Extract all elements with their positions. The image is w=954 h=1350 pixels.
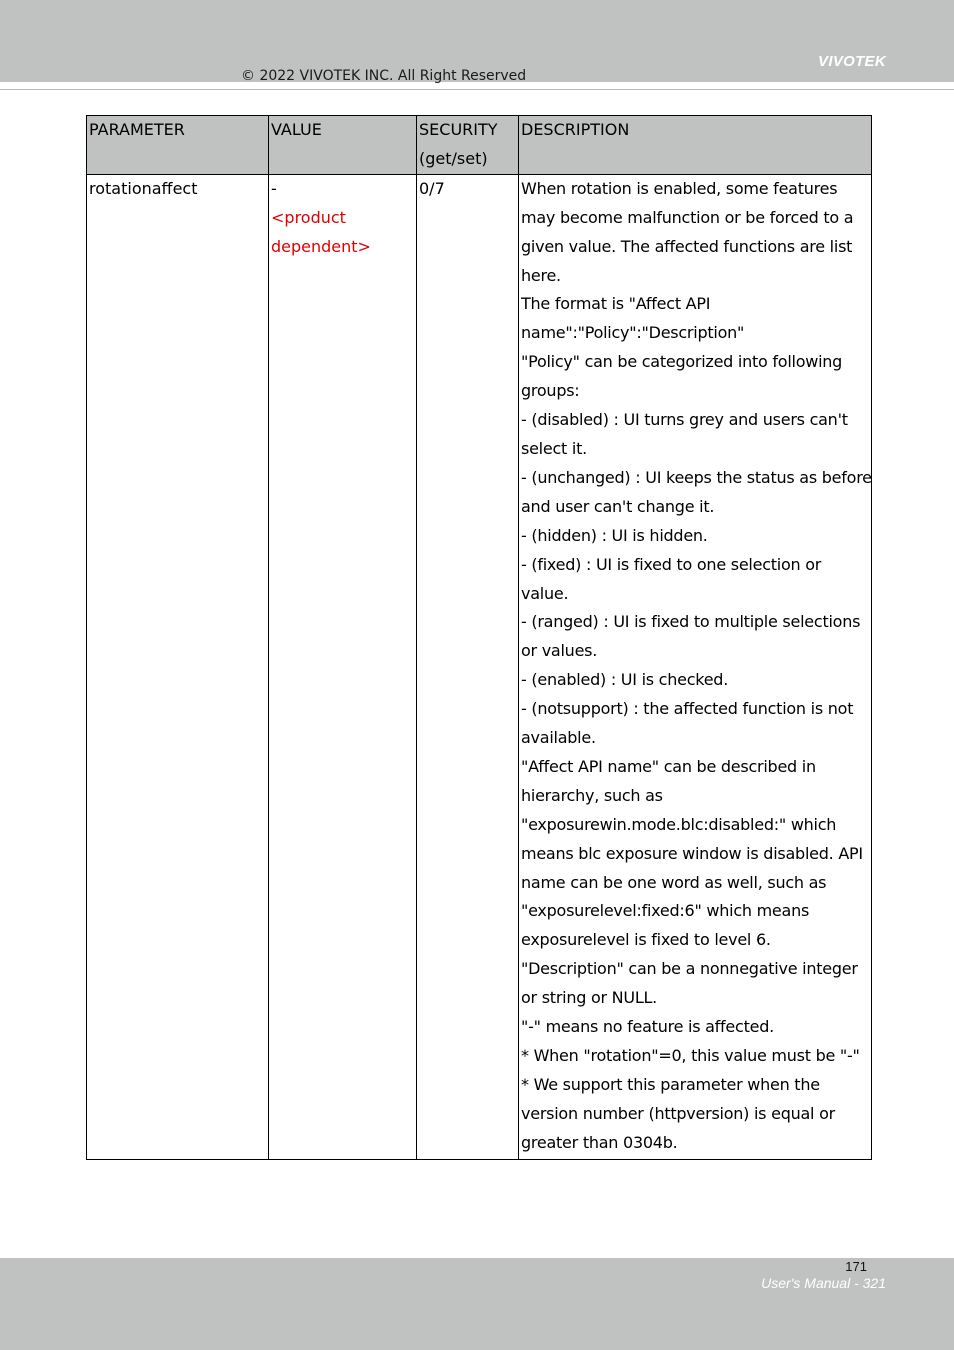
copyright-notice: © 2022 VIVOTEK INC. All Right Reserved bbox=[241, 68, 527, 84]
description-line: "exposurelevel:fixed:6" which means bbox=[521, 901, 810, 921]
brand-logo: VIVOTEK bbox=[818, 53, 886, 70]
description-line: name can be one word as well, such as bbox=[521, 872, 827, 892]
description-line: groups: bbox=[521, 381, 580, 401]
description-line: "-" means no feature is affected. bbox=[521, 1017, 774, 1037]
security-cell: 0/7 bbox=[417, 174, 519, 1159]
description-line: or values. bbox=[521, 641, 598, 661]
value-cell bbox=[269, 174, 417, 1159]
description-line: When rotation is enabled, some features bbox=[521, 178, 838, 198]
description-line: The format is "Affect API bbox=[521, 294, 711, 314]
description-line: or string or NULL. bbox=[521, 988, 658, 1008]
description-cell bbox=[519, 174, 872, 1159]
manual-page-label: User's Manual - 321 bbox=[761, 1275, 886, 1291]
description-line: - (ranged) : UI is fixed to multiple selections bbox=[521, 612, 861, 632]
description-line: name":"Policy":"Description" bbox=[521, 323, 745, 343]
description-line: "exposurewin.mode.blc:disabled:" which bbox=[521, 814, 837, 834]
description-line: given value. The affected functions are list bbox=[521, 236, 853, 256]
description-line: - (disabled) : UI turns grey and users can't bbox=[521, 410, 848, 430]
parameter-table bbox=[86, 115, 872, 1160]
description-line: here. bbox=[521, 265, 561, 285]
description-line: version number (httpversion) is equal or bbox=[521, 1103, 835, 1123]
security-sublabel: (get/set) bbox=[419, 148, 488, 168]
description-line: value. bbox=[521, 583, 569, 603]
description-line: "Description" can be a nonnegative integer bbox=[521, 959, 858, 979]
description-line: - (fixed) : UI is fixed to one selection or bbox=[521, 554, 822, 574]
description-line: "Policy" can be categorized into following bbox=[521, 352, 843, 372]
description-line: select it. bbox=[521, 438, 587, 458]
description-line: and user can't change it. bbox=[521, 496, 715, 516]
column-header-parameter: PARAMETER bbox=[87, 116, 269, 175]
header-divider bbox=[0, 89, 954, 90]
description-line: means blc exposure window is disabled. API bbox=[521, 843, 863, 863]
value-line: - bbox=[271, 178, 277, 198]
footer-band bbox=[0, 1258, 954, 1350]
description-line: exposurelevel is fixed to level 6. bbox=[521, 930, 771, 950]
table-header-row bbox=[87, 116, 872, 175]
description-line: * When "rotation"=0, this value must be "-" bbox=[521, 1046, 860, 1065]
value-line-product: <product bbox=[271, 207, 346, 227]
description-line: - (hidden) : UI is hidden. bbox=[521, 525, 708, 545]
description-line: hierarchy, such as bbox=[521, 785, 663, 805]
description-line: "Affect API name" can be described in bbox=[521, 756, 816, 776]
description-line: greater than 0304b. bbox=[521, 1132, 678, 1152]
description-line: - (unchanged) : UI keeps the status as before bbox=[521, 467, 872, 487]
value-line-dependent: dependent> bbox=[271, 236, 371, 256]
description-line: - (enabled) : UI is checked. bbox=[521, 670, 729, 690]
column-header-value: VALUE bbox=[269, 116, 417, 175]
table-row bbox=[87, 174, 872, 1159]
description-line: * We support this parameter when the bbox=[521, 1074, 820, 1094]
description-line: - (notsupport) : the affected function is not bbox=[521, 699, 854, 719]
parameter-cell: rotationaffect bbox=[87, 174, 269, 1159]
column-header-description: DESCRIPTION bbox=[519, 116, 872, 175]
description-line: available. bbox=[521, 728, 596, 748]
column-header-security bbox=[417, 116, 519, 175]
description-line: may become malfunction or be forced to a bbox=[521, 207, 854, 227]
security-label: SECURITY bbox=[419, 120, 498, 139]
page-number: 171 bbox=[845, 1259, 867, 1274]
